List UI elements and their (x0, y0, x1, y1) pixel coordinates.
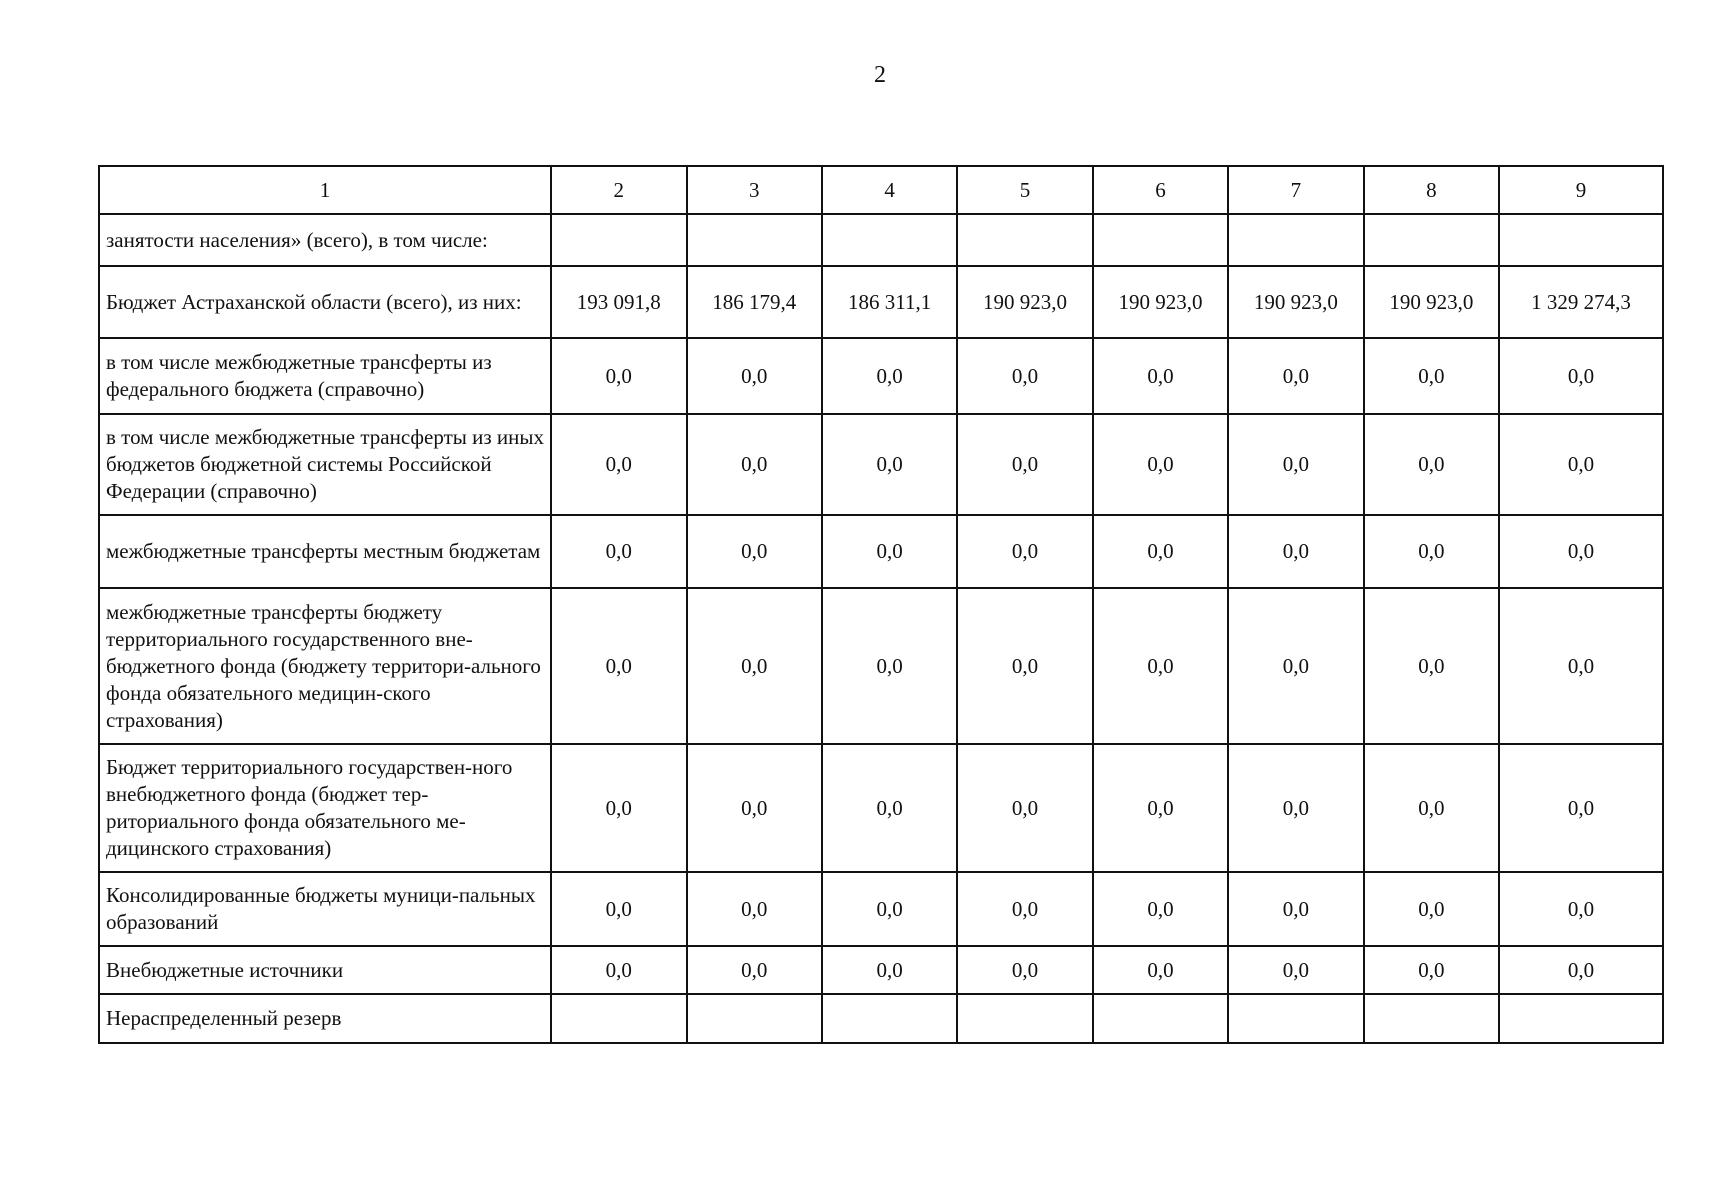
row-label: Бюджет Астраханской области (всего), из них: (99, 266, 551, 338)
table-cell: 0,0 (1093, 515, 1228, 588)
table-cell: 0,0 (822, 515, 957, 588)
column-header: 4 (822, 166, 957, 214)
table-cell: 0,0 (957, 946, 1092, 994)
table-cell: 0,0 (551, 588, 686, 744)
table-cell: 0,0 (957, 338, 1092, 414)
table-header-row (99, 166, 1663, 214)
table-cell (1228, 994, 1363, 1043)
table-cell: 0,0 (1499, 414, 1663, 515)
table-row (99, 588, 1663, 744)
table-cell (1499, 214, 1663, 266)
table-cell (1364, 994, 1499, 1043)
table-cell: 0,0 (1499, 588, 1663, 744)
table-cell: 0,0 (1228, 588, 1363, 744)
table-cell: 0,0 (687, 744, 822, 872)
table-cell: 0,0 (687, 872, 822, 946)
table-cell: 0,0 (822, 338, 957, 414)
table-cell: 0,0 (551, 946, 686, 994)
table-cell: 0,0 (1499, 515, 1663, 588)
table-cell: 0,0 (1364, 946, 1499, 994)
table-cell: 186 179,4 (687, 266, 822, 338)
table-cell: 0,0 (1093, 744, 1228, 872)
table-cell: 0,0 (1093, 414, 1228, 515)
table-cell: 0,0 (687, 588, 822, 744)
table-cell: 0,0 (1499, 872, 1663, 946)
table-cell: 1 329 274,3 (1499, 266, 1663, 338)
table-cell: 0,0 (1093, 872, 1228, 946)
table-row (99, 338, 1663, 414)
table-cell: 0,0 (1499, 744, 1663, 872)
table-cell: 0,0 (957, 872, 1092, 946)
table-cell: 0,0 (687, 338, 822, 414)
table-cell: 0,0 (822, 872, 957, 946)
table-cell: 0,0 (687, 414, 822, 515)
table-cell (1093, 994, 1228, 1043)
table-row (99, 994, 1663, 1043)
table-cell (1499, 994, 1663, 1043)
table-cell: 0,0 (822, 946, 957, 994)
table-cell: 0,0 (822, 414, 957, 515)
table-cell: 0,0 (1093, 338, 1228, 414)
table-cell (1228, 214, 1363, 266)
table-cell: 0,0 (1228, 515, 1363, 588)
table-cell: 0,0 (1364, 744, 1499, 872)
table-cell: 0,0 (1228, 946, 1363, 994)
table-cell (1364, 214, 1499, 266)
table-cell: 0,0 (1228, 744, 1363, 872)
table-cell (1093, 214, 1228, 266)
table-cell: 0,0 (1364, 338, 1499, 414)
table-cell: 190 923,0 (1093, 266, 1228, 338)
table-cell (551, 994, 686, 1043)
column-header: 1 (99, 166, 551, 214)
table-cell: 0,0 (822, 744, 957, 872)
table-cell (957, 994, 1092, 1043)
column-header: 5 (957, 166, 1092, 214)
table-cell: 190 923,0 (1364, 266, 1499, 338)
table-cell: 0,0 (1364, 515, 1499, 588)
row-label: занятости населения» (всего), в том числе: (99, 214, 551, 266)
table-cell: 0,0 (1499, 338, 1663, 414)
table-cell: 0,0 (822, 588, 957, 744)
table-row (99, 946, 1663, 994)
table-cell (687, 994, 822, 1043)
row-label: Бюджет территориального государствен-ного внебюджетного фонда (бюджет тер-риториального фонда обязательного ме-дицинского страхования) (99, 744, 551, 872)
table-cell: 0,0 (551, 744, 686, 872)
table-cell: 0,0 (1364, 414, 1499, 515)
table-cell (822, 214, 957, 266)
table-row (99, 744, 1663, 872)
table-cell: 0,0 (957, 515, 1092, 588)
table-cell (551, 214, 686, 266)
table-cell: 0,0 (1093, 946, 1228, 994)
table-cell: 0,0 (551, 338, 686, 414)
table-cell: 193 091,8 (551, 266, 686, 338)
table-cell: 0,0 (687, 946, 822, 994)
table-cell: 186 311,1 (822, 266, 957, 338)
column-header: 8 (1364, 166, 1499, 214)
table-cell (957, 214, 1092, 266)
table-cell: 190 923,0 (1228, 266, 1363, 338)
table-cell: 0,0 (1228, 338, 1363, 414)
table-cell: 0,0 (957, 588, 1092, 744)
budget-table (98, 165, 1664, 1044)
table-cell: 0,0 (687, 515, 822, 588)
column-header: 9 (1499, 166, 1663, 214)
table-cell: 0,0 (1364, 872, 1499, 946)
column-header: 2 (551, 166, 686, 214)
table-cell: 0,0 (1499, 946, 1663, 994)
table-row (99, 414, 1663, 515)
column-header: 7 (1228, 166, 1363, 214)
table-cell (687, 214, 822, 266)
table-row (99, 214, 1663, 266)
table-cell: 0,0 (1228, 414, 1363, 515)
row-label: Внебюджетные источники (99, 946, 551, 994)
column-header: 3 (687, 166, 822, 214)
row-label: Нераспределенный резерв (99, 994, 551, 1043)
row-label: в том числе межбюджетные трансферты из иных бюджетов бюджетной системы Российской Федерации (справочно) (99, 414, 551, 515)
table-cell: 0,0 (551, 414, 686, 515)
table-cell: 0,0 (1093, 588, 1228, 744)
table-cell: 0,0 (957, 414, 1092, 515)
row-label: в том числе межбюджетные трансферты из федерального бюджета (справочно) (99, 338, 551, 414)
row-label: межбюджетные трансферты бюджету территориального государственного вне-бюджетного фонда (бюджету территори-ального фонда обязательного медицин-ского страхования) (99, 588, 551, 744)
table-cell: 190 923,0 (957, 266, 1092, 338)
table-cell: 0,0 (551, 515, 686, 588)
table-row (99, 872, 1663, 946)
table-cell: 0,0 (1364, 588, 1499, 744)
page-number: 2 (874, 62, 886, 88)
table-row (99, 266, 1663, 338)
table-cell: 0,0 (551, 872, 686, 946)
table-cell (822, 994, 957, 1043)
row-label: межбюджетные трансферты местным бюджетам (99, 515, 551, 588)
column-header: 6 (1093, 166, 1228, 214)
table-cell: 0,0 (1228, 872, 1363, 946)
table-cell: 0,0 (957, 744, 1092, 872)
table-row (99, 515, 1663, 588)
row-label: Консолидированные бюджеты муници-пальных образований (99, 872, 551, 946)
